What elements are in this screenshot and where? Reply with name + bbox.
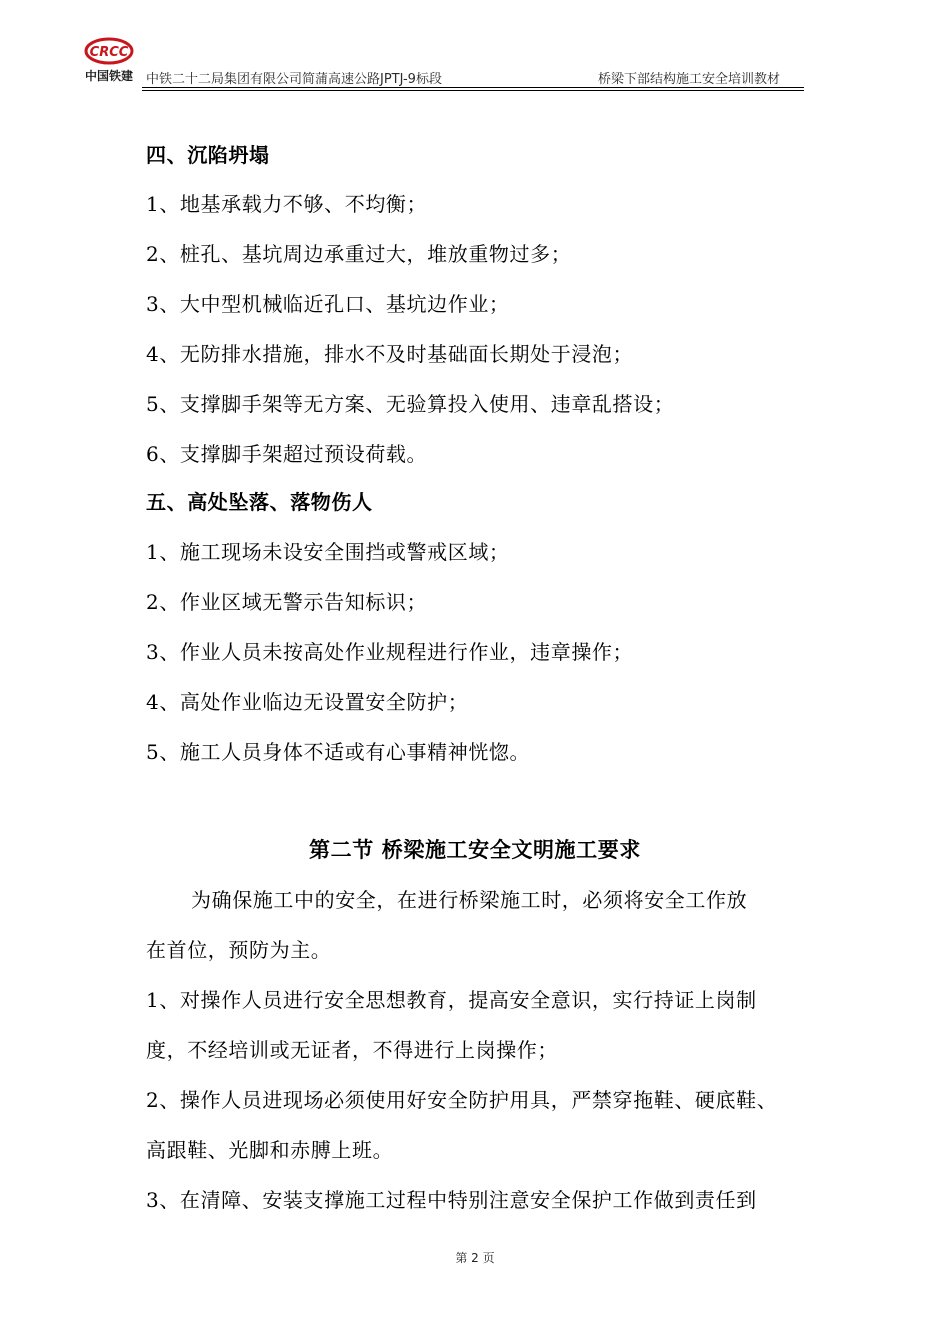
page-header [0,0,950,100]
crcc-logo-icon [84,36,134,66]
body-paragraph-line: 度，不经培训或无证者，不得进行上岗操作； [146,1038,558,1062]
logo-text: 中国铁建 [84,69,133,83]
list-item: 2、桩孔、基坑周边承重过大，堆放重物过多； [146,242,572,266]
list-item: 3、作业人员未按高处作业规程进行作业，违章操作； [146,640,634,664]
body-paragraph-line: 3、在清障、安装支撑施工过程中特别注意安全保护工作做到责任到 [146,1188,757,1212]
body-paragraph-line: 1、对操作人员进行安全思想教育，提高安全意识，实行持证上岗制 [146,988,757,1012]
list-item: 5、施工人员身体不适或有心事精神恍惚。 [146,740,531,764]
list-item: 4、高处作业临边无设置安全防护； [146,690,469,714]
logo-mark-text: CRCC [89,45,129,60]
page-number: 第 2 页 [455,1251,495,1265]
header-rule-top [142,87,804,88]
list-item: 3、大中型机械临近孔口、基坑边作业； [146,292,510,316]
section-title: 第二节 桥梁施工安全文明施工要求 [309,837,641,862]
list-item: 1、施工现场未设安全围挡或警戒区域； [146,540,510,564]
crcc-logo [78,36,140,86]
list-item: 1、地基承载力不够、不均衡； [146,192,428,216]
section-heading-collapse: 四、沉陷坍塌 [146,143,270,167]
list-item: 4、无防排水措施，排水不及时基础面长期处于浸泡； [146,342,634,366]
header-company-text: 中铁二十二局集团有限公司简蒲高速公路JPTJ-9标段 [146,72,442,87]
body-paragraph-line: 为确保施工中的安全，在进行桥梁施工时，必须将安全工作放 [191,888,748,912]
header-rule-bottom [142,90,804,91]
section-heading-falling: 五、高处坠落、落物伤人 [146,490,373,514]
body-paragraph-line: 在首位，预防为主。 [146,938,332,962]
list-item: 5、支撑脚手架等无方案、无验算投入使用、违章乱搭设； [146,392,675,416]
header-doc-title: 桥梁下部结构施工安全培训教材 [598,72,781,87]
body-paragraph-line: 高跟鞋、光脚和赤膊上班。 [146,1138,394,1162]
list-item: 6、支撑脚手架超过预设荷载。 [146,442,428,466]
list-item: 2、作业区域无警示告知标识； [146,590,428,614]
body-paragraph-line: 2、操作人员进现场必须使用好安全防护用具，严禁穿拖鞋、硬底鞋、 [146,1088,778,1112]
